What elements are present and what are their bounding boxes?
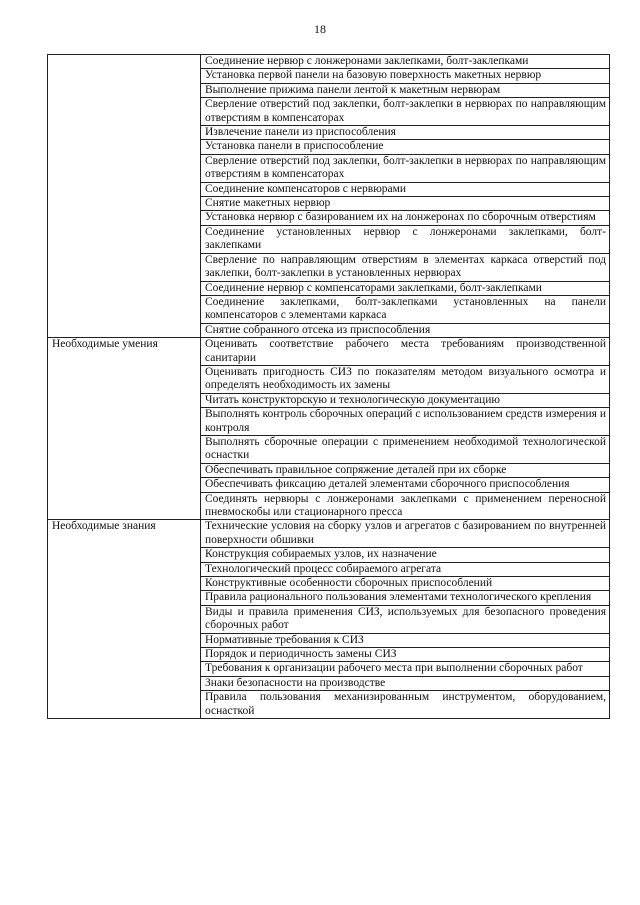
list-item: Извлечение панели из приспособления <box>201 126 610 140</box>
list-item: Соединение установленных нервюр с лонжеронами заклепками, болт-заклепками <box>201 225 610 253</box>
section-label-work-actions <box>48 55 201 338</box>
list-item: Выполнение прижима панели лентой к макетным нервюрам <box>201 83 610 97</box>
section-label-skills: Необходимые умения <box>48 338 201 520</box>
list-item: Обеспечивать фиксацию деталей элементами сборочного приспособления <box>201 478 610 492</box>
list-item: Нормативные требования к СИЗ <box>201 633 610 647</box>
requirements-table <box>47 54 610 719</box>
list-item: Правила рационального пользования элементами технологического крепления <box>201 591 610 605</box>
list-item: Соединение компенсаторов с нервюрами <box>201 182 610 196</box>
list-item: Знаки безопасности на производстве <box>201 676 610 690</box>
list-item: Технологический процесс собираемого агрегата <box>201 562 610 576</box>
table-row <box>48 338 610 366</box>
list-item: Выполнять контроль сборочных операций с использованием средств измерения и контроля <box>201 408 610 436</box>
list-item: Оценивать соответствие рабочего места требованиям производственной санитарии <box>201 338 610 366</box>
list-item: Сверление отверстий под заклепки, болт-заклепки в нервюрах по направляющим отверстиям в компенсаторах <box>201 98 610 126</box>
list-item: Соединение нервюр с компенсаторами заклепками, болт-заклепками <box>201 281 610 295</box>
list-item: Установка нервюр с базированием их на лонжеронах по сборочным отверстиям <box>201 211 610 225</box>
list-item: Установка первой панели на базовую поверхность макетных нервюр <box>201 69 610 83</box>
table-row <box>48 520 610 548</box>
list-item: Установка панели в приспособление <box>201 140 610 154</box>
list-item: Виды и правила применения СИЗ, используемых для безопасного проведения сборочных работ <box>201 605 610 633</box>
list-item: Снятие макетных нервюр <box>201 197 610 211</box>
list-item: Сверление по направляющим отверстиям в элементах каркаса отверстий под заклепки, болт-заклепки в установленных нервюрах <box>201 253 610 281</box>
list-item: Соединять нервюры с лонжеронами заклепками с применением переносной пневмоскобы или стационарного пресса <box>201 492 610 520</box>
list-item: Порядок и периодичность замены СИЗ <box>201 648 610 662</box>
section-label-knowledge: Необходимые знания <box>48 520 201 719</box>
list-item: Читать конструкторскую и технологическую документацию <box>201 393 610 407</box>
list-item: Требования к организации рабочего места при выполнении сборочных работ <box>201 662 610 676</box>
list-item: Технические условия на сборку узлов и агрегатов с базированием по внутренней поверхности обшивки <box>201 520 610 548</box>
list-item: Конструктивные особенности сборочных приспособлений <box>201 577 610 591</box>
list-item: Снятие собранного отсека из приспособления <box>201 323 610 337</box>
list-item: Правила пользования механизированным инструментом, оборудованием, оснасткой <box>201 691 610 719</box>
list-item: Обеспечивать правильное сопряжение деталей при их сборке <box>201 463 610 477</box>
list-item: Соединение нервюр с лонжеронами заклепками, болт-заклепками <box>201 55 610 69</box>
list-item: Выполнять сборочные операции с применением необходимой технологической оснастки <box>201 435 610 463</box>
list-item: Соединение заклепками, болт-заклепками установленных на панели компенсаторов с элементами каркаса <box>201 295 610 323</box>
list-item: Сверление отверстий под заклепки, болт-заклепки в нервюрах по направляющим отверстиям в компенсаторах <box>201 154 610 182</box>
list-item: Оценивать пригодность СИЗ по показателям методом визуального осмотра и определять необходимость их замены <box>201 365 610 393</box>
list-item: Конструкция собираемых узлов, их назначение <box>201 548 610 562</box>
table-row <box>48 55 610 69</box>
page-number: 18 <box>314 22 326 36</box>
